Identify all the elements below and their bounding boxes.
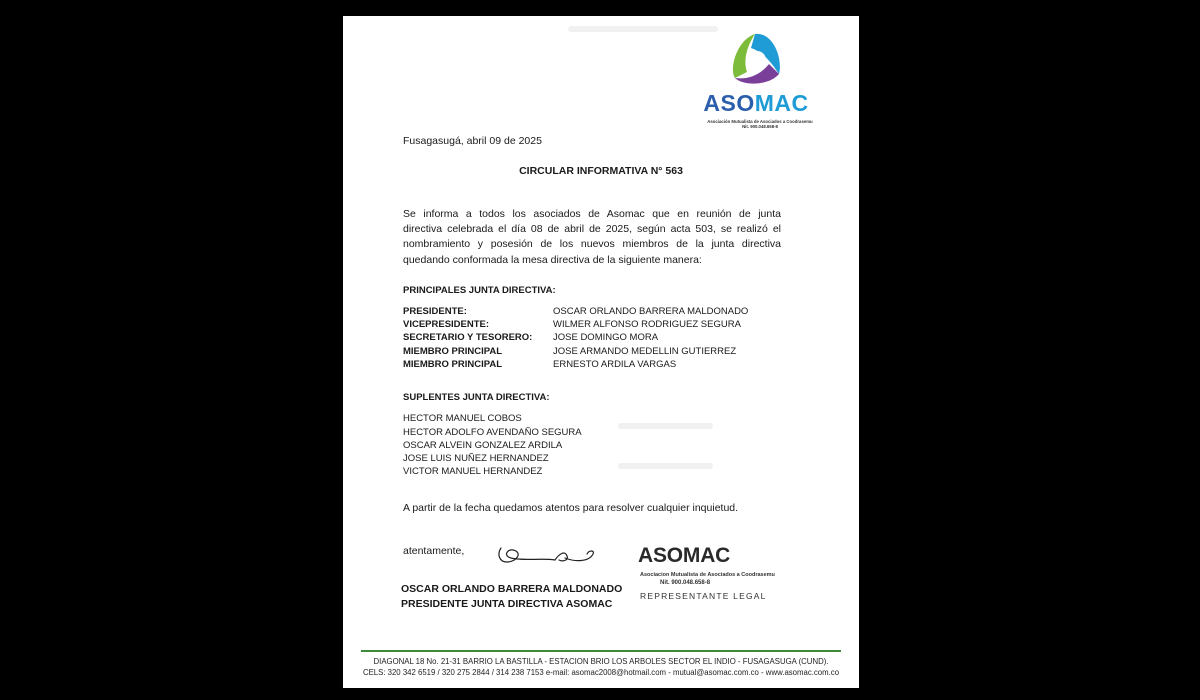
board-member-name: JOSE DOMINGO MORA bbox=[553, 332, 659, 343]
intro-line: Se informa a todos los asociados de Asomac que en reunión de junta bbox=[403, 208, 781, 220]
logo-wordmark bbox=[695, 90, 817, 117]
intro-line: directiva celebrada el día 08 de abril de 2025, según acta 503, se realizó el bbox=[403, 223, 781, 236]
suplentes-heading: SUPLENTES JUNTA DIRECTIVA: bbox=[403, 392, 550, 403]
footer-contacts: CELS: 320 342 6519 / 320 275 2844 / 314 238 7153 e-mail: asomac2008@hotmail.com - mutual@asomac.com.co - www.asomac.com.co bbox=[362, 668, 840, 677]
place-date: Fusagasugá, abril 09 de 2025 bbox=[403, 135, 542, 147]
signer-name: OSCAR ORLANDO BARRERA MALDONADO bbox=[401, 583, 623, 595]
board-role: MIEMBRO PRINCIPAL bbox=[403, 346, 503, 357]
alternate-member: HECTOR ADOLFO AVENDAÑO SEGURA bbox=[403, 427, 582, 438]
regards: atentamente, bbox=[403, 545, 465, 557]
logo-nit: Nit. 900.048.658-8 bbox=[742, 124, 778, 129]
board-member-name: OSCAR ORLANDO BARRERA MALDONADO bbox=[553, 306, 749, 317]
asomac-logo-icon bbox=[725, 28, 787, 88]
footer-address: DIAGONAL 18 No. 21-31 BARRIO LA BASTILLA - ESTACION BRIO LOS ARBOLES SECTOR EL INDIO - FUSAGASUGA (CUND). bbox=[373, 657, 829, 666]
board-member-name: JOSE ARMANDO MEDELLIN GUTIERREZ bbox=[553, 346, 737, 357]
alternate-member: JOSE LUIS NUÑEZ HERNANDEZ bbox=[403, 453, 549, 464]
board-role: VICEPRESIDENTE: bbox=[403, 319, 490, 330]
stamp-wordmark: ASOMAC bbox=[638, 544, 731, 567]
document-title: CIRCULAR INFORMATIVA N° 563 bbox=[519, 165, 683, 177]
board-role: SECRETARIO Y TESORERO: bbox=[403, 332, 533, 343]
logo-subtitle bbox=[701, 119, 819, 129]
intro-line: nombramiento y posesión de los nuevos miembros de la junta directiva bbox=[403, 238, 781, 251]
logo-subtitle-line1: Asociación Mutualista de Asociados a Coodrasemu bbox=[707, 119, 813, 124]
principales-heading: PRINCIPALES JUNTA DIRECTIVA: bbox=[403, 285, 556, 296]
alternate-member: HECTOR MANUEL COBOS bbox=[403, 413, 522, 424]
board-role: PRESIDENTE: bbox=[403, 306, 467, 317]
board-role: MIEMBRO PRINCIPAL bbox=[403, 359, 503, 370]
intro-paragraph bbox=[403, 207, 781, 268]
board-member-name: WILMER ALFONSO RODRIGUEZ SEGURA bbox=[553, 319, 741, 330]
board-member-name: ERNESTO ARDILA VARGAS bbox=[553, 359, 677, 370]
logo-wordmark-part1: ASO bbox=[703, 90, 755, 116]
intro-line: quedando conformada la mesa directiva de la siguiente manera: bbox=[403, 253, 702, 266]
show-through-mark bbox=[618, 463, 713, 469]
stamp-representative: REPRESENTANTE LEGAL bbox=[640, 591, 767, 601]
stamp-subtitle: Asociacion Mutualista de Asociados a Coodrasemu bbox=[640, 572, 775, 578]
footer-rule bbox=[361, 650, 841, 652]
asomac-logo bbox=[695, 28, 817, 129]
handwritten-signature bbox=[493, 540, 603, 570]
closing-sentence: A partir de la fecha quedamos atentos para resolver cualquier inquietud. bbox=[403, 502, 739, 514]
show-through-mark bbox=[618, 423, 713, 429]
logo-wordmark-part2: MAC bbox=[754, 90, 809, 116]
document-page bbox=[343, 16, 859, 688]
alternate-member: VICTOR MANUEL HERNANDEZ bbox=[403, 466, 543, 477]
signer-title: PRESIDENTE JUNTA DIRECTIVA ASOMAC bbox=[401, 598, 613, 610]
stamp-nit: Nit. 900.048.658-8 bbox=[660, 580, 711, 586]
alternate-member: OSCAR ALVEIN GONZALEZ ARDILA bbox=[403, 440, 563, 451]
